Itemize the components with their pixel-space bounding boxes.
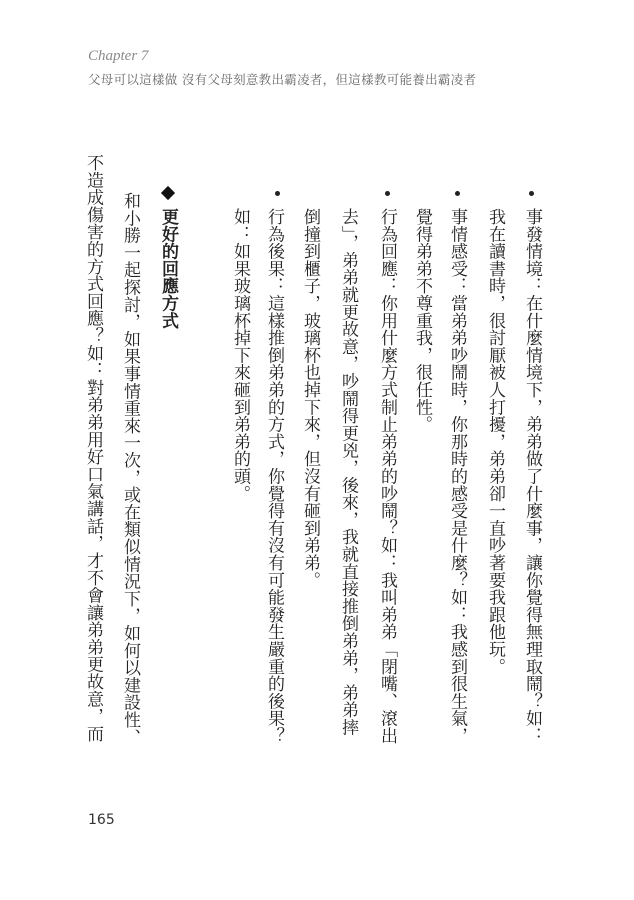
section-heading: 更好的回應方式: [158, 208, 178, 330]
body-column: 倒撞到櫃子，玻璃杯也掉下來，但沒有砸到弟弟。: [300, 208, 320, 589]
body-column: 不造成傷害的方式回應？如：對弟弟用好口氣講話，才不會讓弟弟更故意，而: [83, 154, 103, 743]
diamond-bullet-icon: [161, 186, 175, 200]
body-column: 和小勝一起探討，如果事情重來一次，或在類似情況下，如何以建設性、: [120, 192, 140, 746]
body-column: 事情感受：當弟弟吵鬧時，你那時的感受是什麼？如：我感到很生氣，: [447, 208, 467, 745]
chapter-subtitle: 父母可以這樣做 沒有父母刻意教出霸凌者，但這樣教可能養出霸凌者: [88, 72, 477, 87]
body-column: 覺得弟弟不尊重我，很任性。: [412, 208, 432, 433]
body-column: 行為後果：這樣推倒弟弟的方式，你覺得有沒有可能發生嚴重的後果？: [264, 208, 284, 745]
chapter-label: Chapter 7: [88, 48, 149, 64]
bullet-icon: [455, 191, 460, 196]
bullet-icon: [529, 191, 534, 196]
bullet-icon: [275, 191, 280, 196]
body-column: 事發情境：在什麼情境下，弟弟做了什麼事，讓你覺得無理取鬧？如：: [522, 208, 542, 745]
page-number: 165: [88, 812, 115, 828]
body-column: 去」，弟弟就更故意，吵鬧得更兇，後來，我就直接推倒弟弟，弟弟摔: [338, 208, 358, 736]
bullet-icon: [385, 191, 390, 196]
body-column: 如：如果玻璃杯掉下來砸到弟弟的頭。: [230, 208, 250, 503]
body-column: 我在讀書時，很討厭被人打擾，弟弟卻一直吵著要我跟他玩。: [485, 208, 505, 676]
body-column: 行為回應：你用什麼方式制止弟弟的吵鬧？如：我叫弟弟「閉嘴、滾出: [377, 208, 397, 745]
